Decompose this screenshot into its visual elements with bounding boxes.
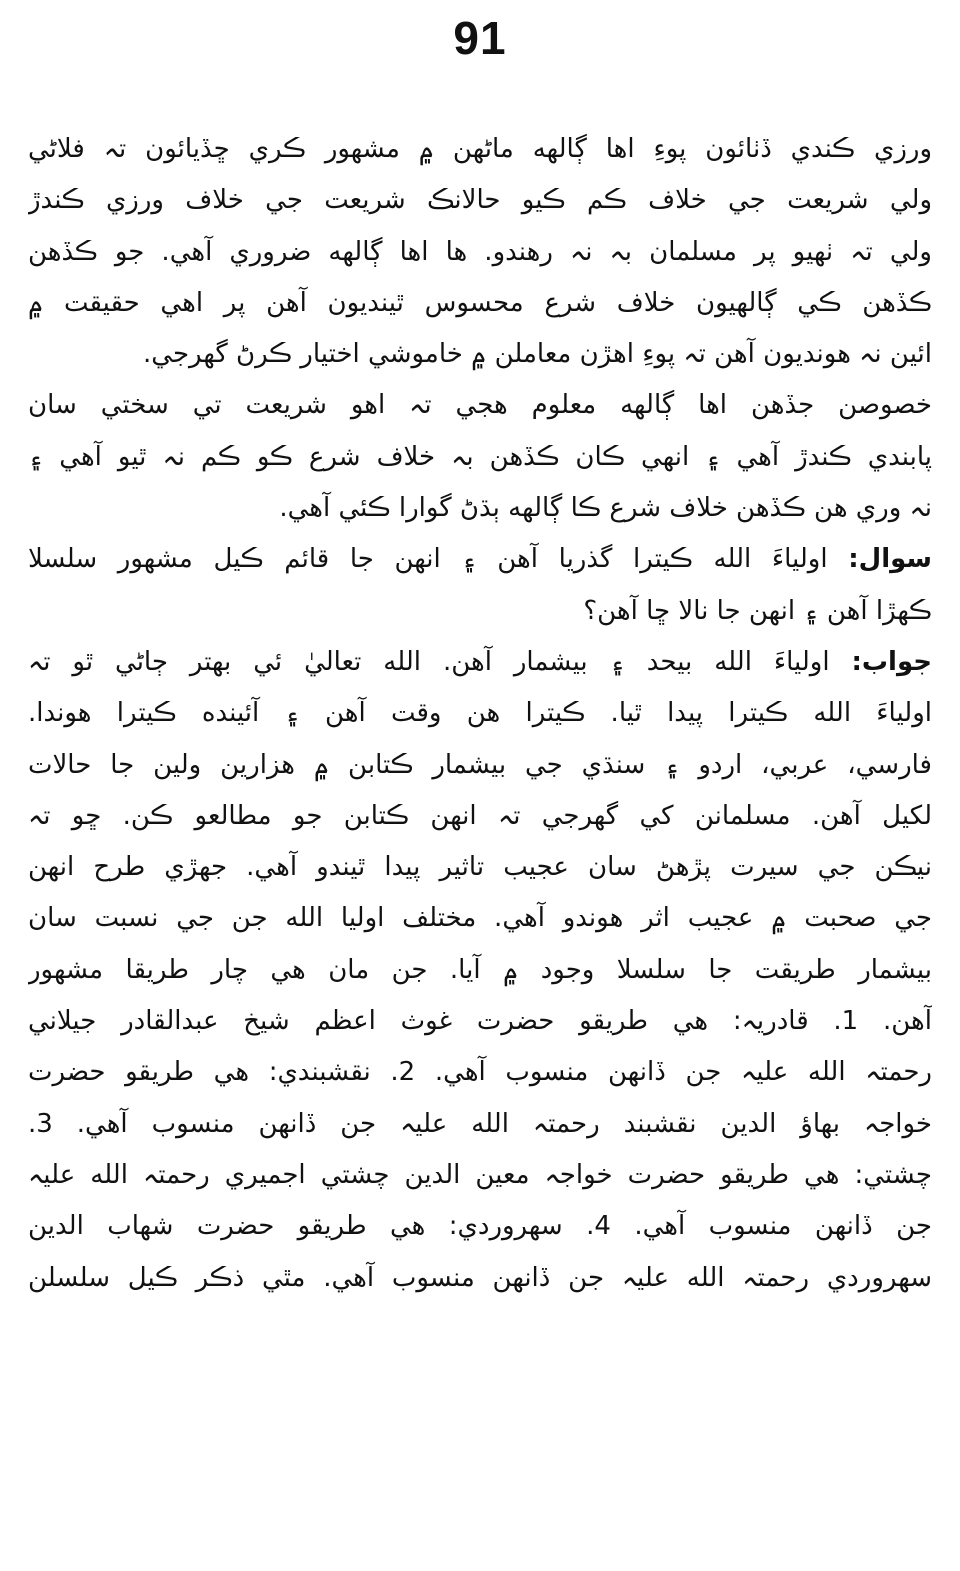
question-answer-label: جواب: bbox=[851, 646, 932, 677]
line-text: آهن. 1. قادريہ: هي طريقو حضرت غوث اعظم شيخ عبدالقادر جيلاني bbox=[28, 1006, 932, 1037]
text-line bbox=[28, 740, 932, 791]
text-line bbox=[28, 842, 932, 893]
text-line bbox=[28, 329, 932, 380]
line-text: پابندي ڪندڙ آهي ۽ انهي ڪان ڪڏهن بہ خلاف شرع ڪو ڪم نہ ٿيو آهي ۽ bbox=[28, 441, 932, 472]
line-text: رحمتہ الله عليہ جن ڏانهن منسوب آهي. 2. نقشبندي: هي طريقو حضرت bbox=[28, 1057, 932, 1088]
text-line bbox=[28, 791, 932, 842]
text-line bbox=[28, 483, 932, 534]
line-text: ولي تہ ٺهيو پر مسلمان بہ نہ رهندو. ها اها ڳالهه ضروري آهي. جو ڪڏهن bbox=[28, 236, 932, 267]
line-text: فارسي، عربي، اردو ۽ سنڌي جي بيشمار ڪتابن ۾ هزارين ولين جا حالات bbox=[28, 749, 932, 780]
line-text: اولياءَ الله بيحد ۽ بيشمار آهن. الله تعاليٰ ئي بهتر ڄاڻي ٿو تہ bbox=[28, 646, 852, 677]
line-text: چشتي: هي طريقو حضرت خواجہ معين الدين چشتي اجميري رحمتہ الله عليہ bbox=[28, 1159, 932, 1190]
text-line bbox=[28, 534, 932, 585]
text-line bbox=[28, 124, 932, 175]
text-line bbox=[28, 893, 932, 944]
text-line bbox=[28, 1150, 932, 1201]
line-text: جي صحبت ۾ عجيب اثر هوندو آهي. مختلف اوليا الله جن جي نسبت سان bbox=[28, 903, 932, 934]
text-line bbox=[28, 432, 932, 483]
body-text bbox=[28, 124, 932, 1304]
line-text: نيڪن جي سيرت پڙهڻ سان عجيب تاثير پيدا ٿيندو آهي. جهڙي طرح انهن bbox=[28, 852, 932, 883]
line-text: اولياءَ الله ڪيترا پيدا ٿيا. ڪيترا هن وقت آهن ۽ آئينده ڪيترا هوندا. bbox=[28, 698, 932, 729]
line-text: خواجہ بهاؤ الدين نقشبند رحمتہ الله عليہ جن ڏانهن منسوب آهي. 3. bbox=[28, 1108, 932, 1139]
line-text: نہ وري هن ڪڏهن خلاف شرع ڪا ڳالهه ٻڌڻ گوارا ڪئي آهي. bbox=[279, 493, 932, 524]
text-line bbox=[28, 380, 932, 431]
text-line bbox=[28, 996, 932, 1047]
line-text: لکيل آهن. مسلمانن کي گهرجي تہ انهن ڪتابن جو مطالعو ڪن. ڇو تہ bbox=[28, 800, 932, 831]
line-text: ڪهڙا آهن ۽ انهن جا نالا ڇا آهن؟ bbox=[583, 595, 932, 626]
line-text: بيشمار طريقت جا سلسلا وجود ۾ آيا. جن مان هي چار طريقا مشهور bbox=[28, 954, 932, 985]
text-line bbox=[28, 586, 932, 637]
text-line bbox=[28, 1099, 932, 1150]
text-line bbox=[28, 1047, 932, 1098]
line-text: ورزي ڪندي ڏٺائون پوءِ اها ڳالهه ماڻهن ۾ مشهور ڪري ڇڏيائون تہ فلاڻي bbox=[28, 134, 932, 164]
line-text: اولياءَ الله ڪيترا گذريا آهن ۽ انهن جا قائم ڪيل مشهور سلسلا bbox=[28, 544, 849, 575]
line-text: خصوصن جڏهن اها ڳالهه معلوم هجي تہ اهو شريعت تي سختي سان bbox=[28, 390, 932, 421]
text-line bbox=[28, 637, 932, 688]
line-text: جن ڏانهن منسوب آهي. 4. سهروردي: هي طريقو حضرت شهاب الدين bbox=[28, 1211, 932, 1242]
question-answer-label: سوال: bbox=[848, 544, 932, 575]
text-line bbox=[28, 688, 932, 739]
line-text: ولي شريعت جي خلاف ڪم ڪيو حالانڪ شريعت جي خلاف ورزي ڪندڙ bbox=[28, 185, 932, 216]
line-text: ائين نہ هونديون آهن تہ پوءِ اهڙن معاملن ۾ خاموشي اختيار ڪرڻ گهرجي. bbox=[143, 339, 932, 370]
text-line bbox=[28, 227, 932, 278]
text-line bbox=[28, 278, 932, 329]
text-line bbox=[28, 945, 932, 996]
page-number: 91 bbox=[453, 12, 507, 64]
text-line bbox=[28, 1253, 932, 1304]
text-line bbox=[28, 175, 932, 226]
line-text: سهروردي رحمتہ الله عليہ جن ڏانهن منسوب آهي. مٿي ذڪر ڪيل سلسلن bbox=[28, 1262, 932, 1293]
line-text: ڪڏهن ڪي ڳالهيون خلاف شرع محسوس ٿينديون آهن پر اهي حقيقت ۾ bbox=[28, 287, 932, 318]
text-line bbox=[28, 1201, 932, 1252]
